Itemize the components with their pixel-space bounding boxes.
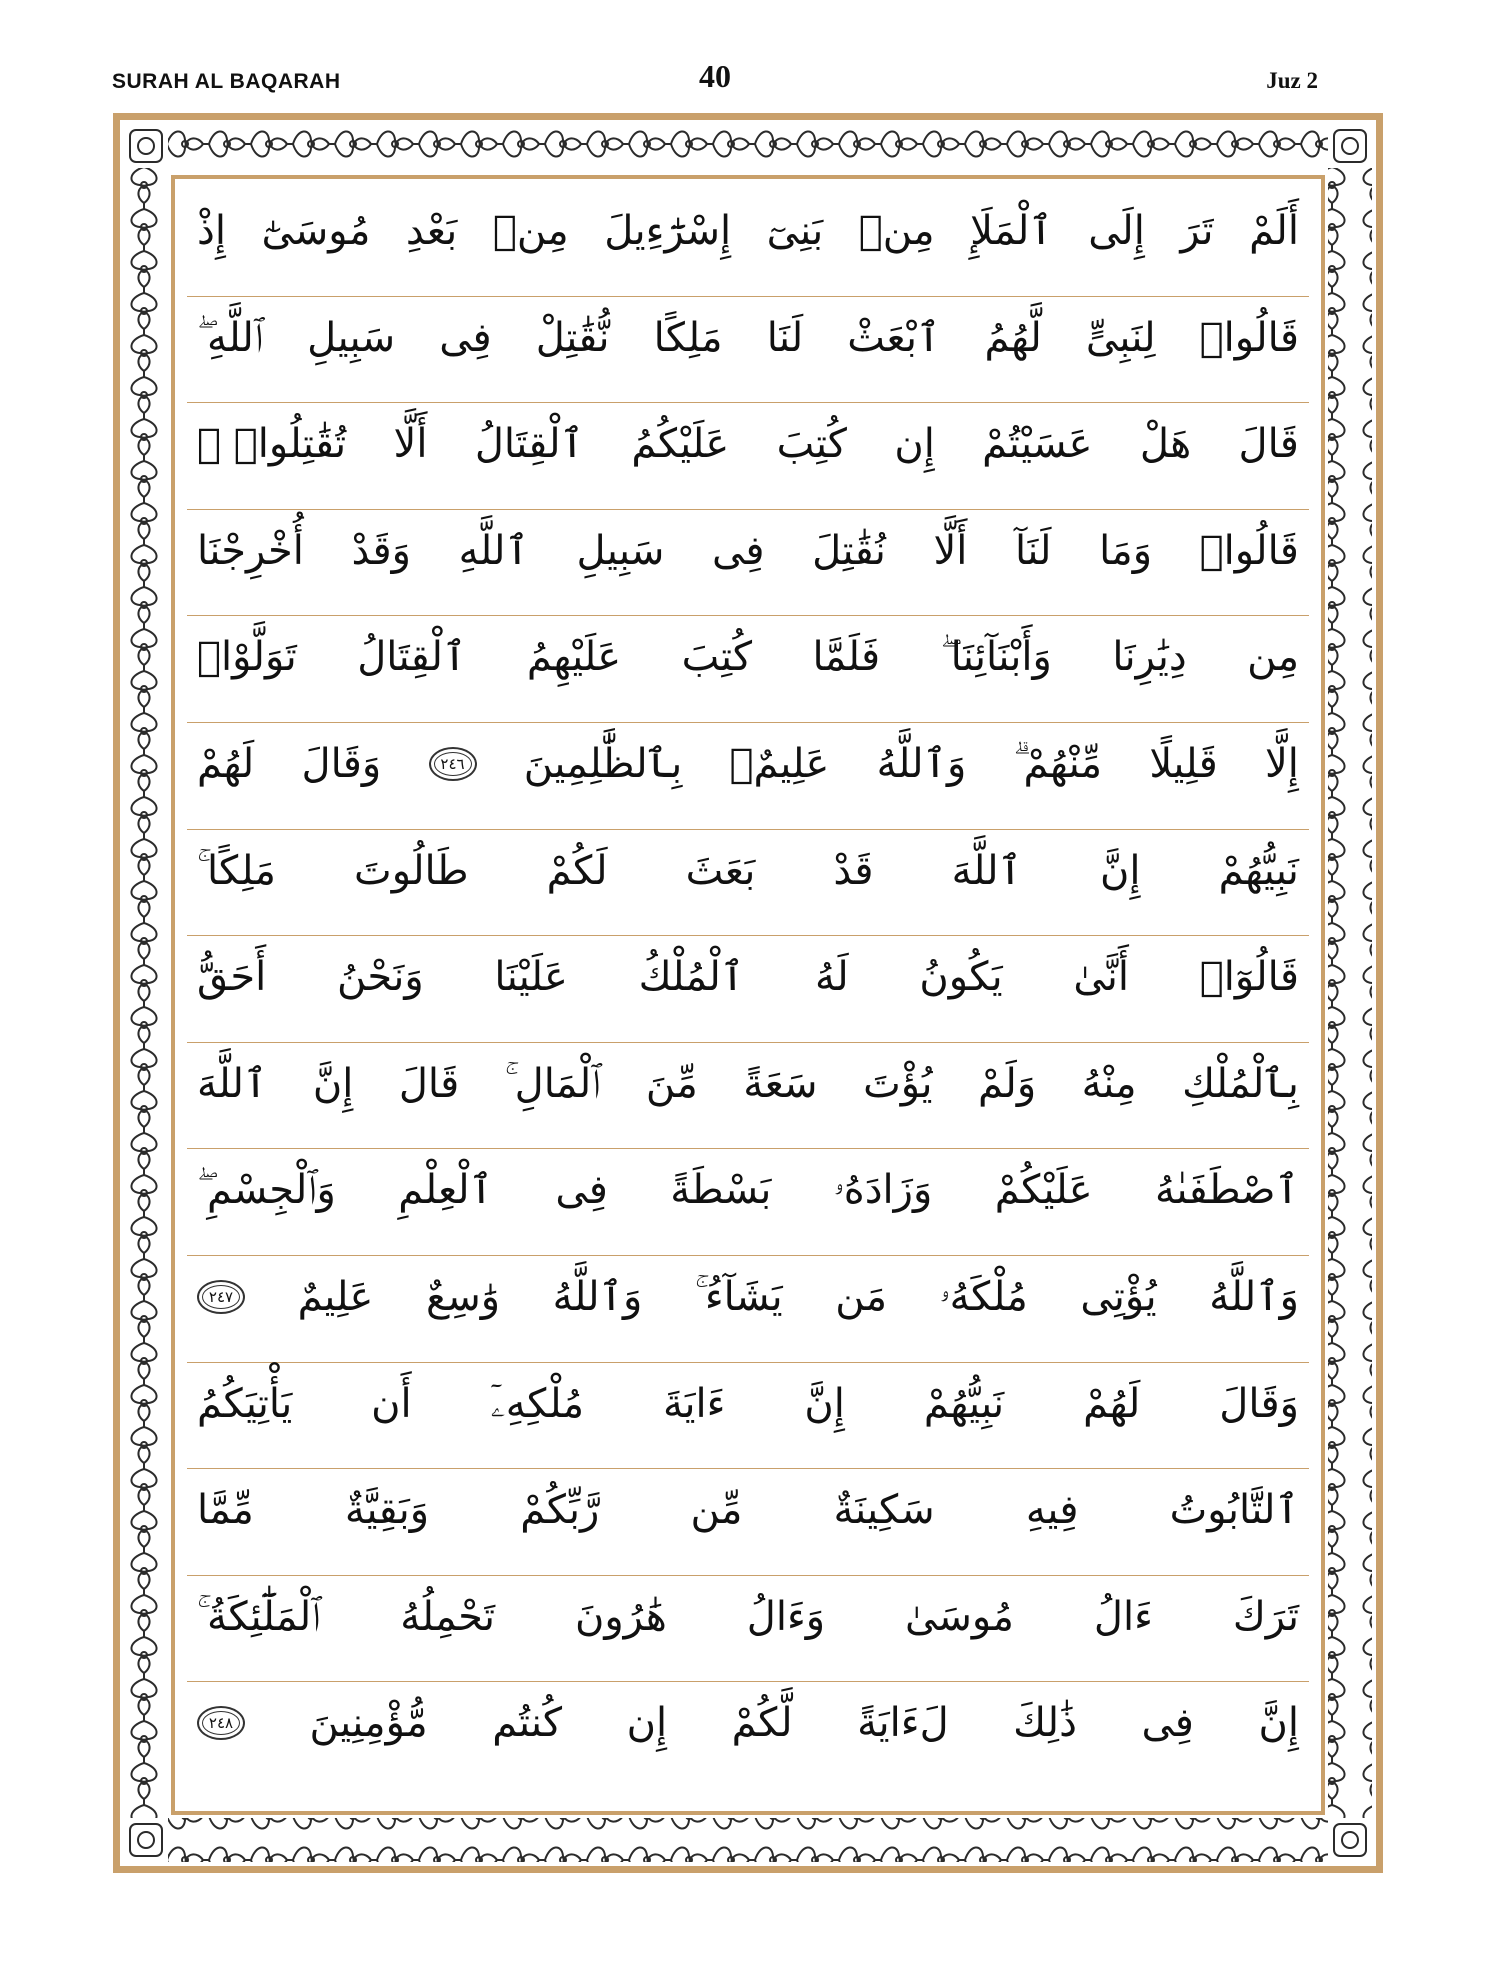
verse-word: ٱلتَّابُوتُ xyxy=(1169,1487,1299,1534)
verse-word: سَبِيلِ xyxy=(576,527,665,574)
line-words xyxy=(197,954,1299,1000)
verse-word: مِنۢ xyxy=(492,208,569,254)
verse-word: أَحَقُّ xyxy=(197,954,267,1001)
verse-word: عَلَيْكُمُ xyxy=(631,421,730,468)
verse-word: إِسْرَٰٓءِيلَ xyxy=(604,208,732,254)
verse-word: إِنَّ xyxy=(1258,1700,1299,1747)
verse-word: قَدْ xyxy=(833,847,874,894)
line-words xyxy=(197,1274,1299,1320)
verse-line xyxy=(187,190,1309,297)
verse-word: مِّنَ xyxy=(645,1060,698,1107)
verse-word: وَبَقِيَّةٌ xyxy=(344,1487,430,1534)
verse-word: مِنۢ xyxy=(858,208,935,254)
verse-word: كُتِبَ xyxy=(776,421,847,468)
verse-word: مَلِكًا xyxy=(653,314,723,361)
line-words xyxy=(197,208,1299,254)
verse-word: ٱلْقِتَالُ xyxy=(474,421,584,468)
verse-line xyxy=(187,616,1309,723)
verse-word: قَالَ xyxy=(398,1060,460,1107)
verse-word: وَٱللَّهُ xyxy=(876,740,967,787)
verse-word: هَلْ xyxy=(1139,421,1192,468)
verse-word: ٱلْقِتَالُ xyxy=(357,634,467,681)
line-words xyxy=(197,1167,1299,1213)
verse-line xyxy=(187,510,1309,617)
verse-word: وَزَادَهُۥ xyxy=(833,1167,933,1214)
verse-word: تُقَٰتِلُوا۟ ۖ xyxy=(197,421,347,468)
verse-word: ءَالُ xyxy=(1093,1593,1153,1640)
verse-word: لَّهُمُ xyxy=(984,314,1042,361)
verse-line xyxy=(187,1363,1309,1470)
verse-word: لَنَآ xyxy=(1015,527,1052,574)
verse-word: هَٰرُونَ xyxy=(574,1593,667,1640)
verse-word: إِذْ xyxy=(197,208,226,254)
verse-word: لَهُمْ xyxy=(197,740,255,787)
verse-word: قَالُوا۟ xyxy=(1199,527,1299,574)
verse-word: سَعَةً xyxy=(743,1060,818,1107)
verse-word: ٱبْعَثْ xyxy=(847,314,941,361)
verse-line xyxy=(187,1576,1309,1683)
verse-word: تَوَلَّوْا۟ xyxy=(197,634,297,681)
verse-word: عَلَيْهِمُ xyxy=(526,634,622,681)
verse-word: فِى xyxy=(1141,1700,1194,1747)
line-words xyxy=(197,741,1299,787)
verse-word: أَلَّا xyxy=(933,527,968,574)
verse-word: فِى xyxy=(439,314,492,361)
verse-line xyxy=(187,1256,1309,1363)
ayah-number-marker: ٢٤٦ xyxy=(429,747,477,781)
verse-word: عَلَيْكُمْ xyxy=(994,1167,1093,1214)
verse-word: إِن xyxy=(626,1700,668,1747)
verse-line xyxy=(187,936,1309,1043)
verse-word: مَلِكًا ۚ xyxy=(197,847,276,894)
verse-word: بَسْطَةً xyxy=(670,1167,772,1214)
verse-word: وَقَالَ xyxy=(301,740,382,787)
verse-line xyxy=(187,1149,1309,1256)
verse-word: وَمَا xyxy=(1099,527,1153,574)
verse-word: ٱلْمَالِ ۚ xyxy=(504,1060,601,1107)
verse-word: لَءَايَةً xyxy=(857,1700,949,1747)
verse-word: ٱلْعِلْمِ xyxy=(398,1167,493,1214)
verse-word: مُلْكَهُۥ xyxy=(939,1273,1028,1320)
verse-word: عَسَيْتُمْ xyxy=(982,421,1093,468)
verse-word: عَلِيمٌۢ xyxy=(729,740,830,787)
verse-word: وَنَحْنُ xyxy=(336,954,424,1001)
verse-word: مُوسَىٰ xyxy=(905,1593,1014,1640)
verse-word: وَٱللَّهُ xyxy=(552,1273,643,1320)
verse-word: تَرَ xyxy=(1180,208,1214,254)
juz-label: Juz 2 xyxy=(1266,68,1318,93)
verse-word: مِنْهُ xyxy=(1081,1060,1137,1107)
verse-word: قَالُوٓا۟ xyxy=(1199,954,1299,1001)
verse-word: ٱلْمُلْكُ xyxy=(638,954,745,1001)
verse-word: لَكُمْ xyxy=(546,847,608,894)
verse-word: عَلِيمٌ xyxy=(297,1273,374,1320)
verse-word: بَنِىٓ xyxy=(766,208,824,254)
verse-word: بَعْدِ xyxy=(405,208,458,254)
verse-word: قَلِيلًا xyxy=(1149,740,1218,787)
verse-word: مَن xyxy=(835,1273,888,1320)
verse-word: أَلَمْ xyxy=(1249,208,1299,254)
verse-word: مُوسَىٰٓ xyxy=(261,208,371,254)
verse-word: نَبِيُّهُمْ xyxy=(923,1380,1005,1427)
page-header xyxy=(112,58,1318,102)
verse-line xyxy=(187,1682,1309,1789)
verse-word: وَقَالَ xyxy=(1219,1380,1299,1427)
verse-word: فِى xyxy=(555,1167,608,1214)
verse-word: إِنَّ xyxy=(312,1060,354,1107)
verse-word: مِن xyxy=(1247,634,1299,681)
verse-word: أَن xyxy=(371,1380,412,1427)
verse-word: يَكُونُ xyxy=(919,954,1003,1001)
line-words xyxy=(197,1381,1299,1427)
verse-word: أَنَّىٰ xyxy=(1073,954,1129,1001)
verse-word: ٱلْمَلَإِ xyxy=(970,208,1053,254)
verse-word: ٱصْطَفَىٰهُ xyxy=(1154,1167,1299,1214)
verse-word: يَشَآءُ ۚ xyxy=(694,1273,783,1320)
verse-word: قَالَ xyxy=(1238,421,1299,468)
verse-word: ذَٰلِكَ xyxy=(1013,1700,1077,1747)
verse-line xyxy=(187,1043,1309,1150)
verse-word: ٱللَّهَ xyxy=(197,1060,268,1107)
verse-word: يُؤْتِى xyxy=(1080,1273,1157,1320)
page-number: 40 xyxy=(699,58,731,94)
verse-word: نَبِيُّهُمْ xyxy=(1218,847,1299,894)
line-words xyxy=(197,634,1299,680)
verse-word: نُقَٰتِلَ xyxy=(812,527,886,574)
verse-line xyxy=(187,1469,1309,1576)
verse-word: وَءَالُ xyxy=(746,1593,826,1640)
verse-word: وَقَدْ xyxy=(351,527,411,574)
verse-word: لَهُمْ xyxy=(1083,1380,1141,1427)
line-words xyxy=(197,315,1299,361)
verse-word: وَلَمْ xyxy=(978,1060,1037,1107)
verse-word: تَرَكَ xyxy=(1232,1593,1299,1640)
verse-word: كُتِبَ xyxy=(681,634,752,681)
verse-word: مِّن xyxy=(690,1487,743,1534)
verse-word: مُّؤْمِنِينَ xyxy=(309,1700,428,1747)
verse-word: وَٱللَّهُ xyxy=(1209,1273,1299,1320)
verse-word: رَّبِّكُمْ xyxy=(520,1487,600,1534)
verse-word: ٱلْمَلَٰٓئِكَةُ ۚ xyxy=(197,1593,321,1640)
verse-word: لِنَبِىٍّ xyxy=(1085,314,1156,361)
verse-word: إِلَى xyxy=(1088,208,1145,254)
line-words xyxy=(197,528,1299,574)
verse-word: يُؤْتَ xyxy=(863,1060,933,1107)
verse-word: أُخْرِجْنَا xyxy=(197,527,304,574)
line-words xyxy=(197,1061,1299,1107)
verse-word: فِيهِ xyxy=(1025,1487,1079,1534)
verse-word: سَبِيلِ xyxy=(307,314,396,361)
verse-word: إِنَّ xyxy=(804,1380,845,1427)
surah-name: SURAH AL BAQARAH xyxy=(112,70,341,93)
verse-word: طَالُوتَ xyxy=(354,847,469,894)
line-words xyxy=(197,421,1299,467)
ayah-number-marker: ٢٤٨ xyxy=(197,1706,245,1740)
verse-word: سَكِينَةٌ xyxy=(833,1487,935,1534)
verse-line xyxy=(187,723,1309,830)
verse-word: لَّكُمْ xyxy=(731,1700,793,1747)
verse-word: مُلْكِهِۦٓ xyxy=(490,1380,585,1427)
verse-word: قَالُوا۟ xyxy=(1199,314,1299,361)
verse-word: وَأَبْنَآئِنَا ۖ xyxy=(940,634,1052,681)
verse-word: لَهُ xyxy=(815,954,849,1001)
verse-word: فَلَمَّا xyxy=(812,634,881,681)
verse-line xyxy=(187,830,1309,937)
verse-line xyxy=(187,297,1309,404)
verse-word: فِى xyxy=(712,527,765,574)
verse-word: إِن xyxy=(894,421,935,468)
verse-word: وَٰسِعٌ xyxy=(425,1273,501,1320)
verse-word: بِٱلظَّٰلِمِينَ xyxy=(523,740,683,787)
line-words xyxy=(197,1700,1299,1746)
verse-word: إِلَّا xyxy=(1264,740,1299,787)
verse-word: ٱللَّهَ xyxy=(951,847,1022,894)
verse-word: إِنَّ xyxy=(1100,847,1141,894)
verse-word: بِٱلْمُلْكِ xyxy=(1182,1060,1299,1107)
verse-word: ٱللَّهِ ۖ xyxy=(197,314,264,361)
verse-word: دِيَٰرِنَا xyxy=(1112,634,1187,681)
verse-word: مِّنْهُمْ ۗ xyxy=(1013,740,1103,787)
text-lines xyxy=(187,190,1309,1789)
verse-word: تَحْمِلُهُ xyxy=(400,1593,496,1640)
verse-word: لَنَا xyxy=(766,314,804,361)
verse-word: بَعَثَ xyxy=(685,847,756,894)
verse-word: يَأْتِيَكُمُ xyxy=(197,1380,293,1427)
verse-word: وَٱلْجِسْمِ ۖ xyxy=(197,1167,336,1214)
line-words xyxy=(197,1487,1299,1533)
verse-line xyxy=(187,403,1309,510)
verse-word: أَلَّا xyxy=(393,421,428,468)
line-words xyxy=(197,848,1299,894)
verse-word: ءَايَةَ xyxy=(662,1380,726,1427)
verse-word: ٱللَّهِ xyxy=(458,527,529,574)
verse-word: عَلَيْنَا xyxy=(494,954,568,1001)
line-words xyxy=(197,1594,1299,1640)
verse-word: نُّقَٰتِلْ xyxy=(535,314,610,361)
verse-word: مِّمَّا xyxy=(197,1487,254,1534)
ayah-number-marker: ٢٤٧ xyxy=(197,1280,245,1314)
verse-word: كُنتُم xyxy=(492,1700,563,1747)
